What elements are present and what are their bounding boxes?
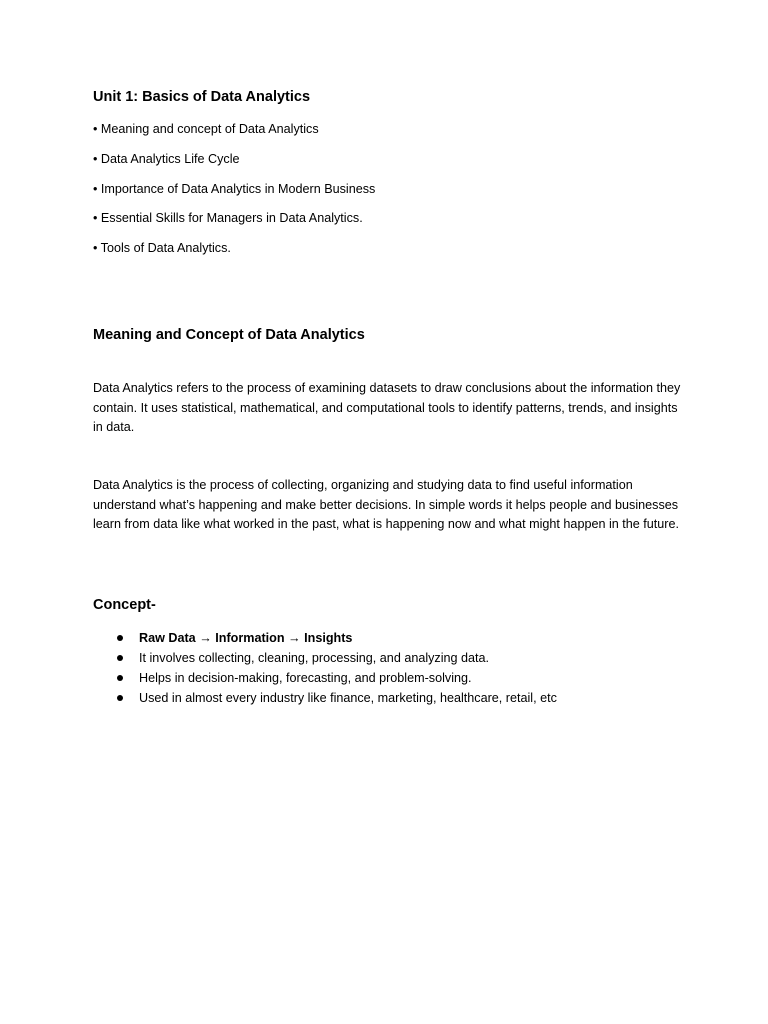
concept-item-text: Used in almost every industry like finance, marketing, healthcare, retail, etc [139, 691, 557, 705]
unit-topic-item: • Meaning and concept of Data Analytics [93, 122, 319, 136]
unit-topic-item: • Importance of Data Analytics in Modern Business [93, 181, 376, 196]
section-heading: Meaning and Concept of Data Analytics [93, 327, 365, 343]
unit-topic-item: • Tools of Data Analytics. [93, 241, 231, 256]
bullet-icon [117, 695, 123, 701]
concept-heading: Concept- [93, 597, 156, 613]
bullet-icon [117, 655, 123, 661]
unit-topic-item: • Data Analytics Life Cycle [93, 151, 240, 166]
explanation-paragraph: Data Analytics is the process of collecting, organizing and studying data to find useful information understand what’s happening and make better decisions. In simple words it helps people and businesses learn from data like what worked in the past, what is happening now and what might happen in the future. [93, 478, 679, 531]
bullet-icon [117, 675, 123, 681]
concept-item [93, 628, 557, 648]
concept-list [93, 628, 557, 708]
bullet-icon [117, 635, 123, 641]
concept-item-text: Helps in decision-making, forecasting, and problem-solving. [139, 671, 472, 685]
unit-topic-list [93, 121, 375, 270]
concept-item [93, 688, 557, 708]
concept-item-text: It involves collecting, cleaning, processing, and analyzing data. [139, 651, 490, 665]
definition-paragraph: Data Analytics refers to the process of examining datasets to draw conclusions about the information they contain. It uses statistical, mathematical, and computational tools to identify patterns, trends, and insights in data. [93, 381, 681, 434]
unit-topic-item: • Essential Skills for Managers in Data Analytics. [93, 211, 363, 226]
concept-item-text: Raw Data → Information → Insights [139, 631, 353, 645]
concept-item [93, 668, 557, 688]
concept-item [93, 648, 557, 668]
unit-heading: Unit 1: Basics of Data Analytics [93, 89, 311, 105]
